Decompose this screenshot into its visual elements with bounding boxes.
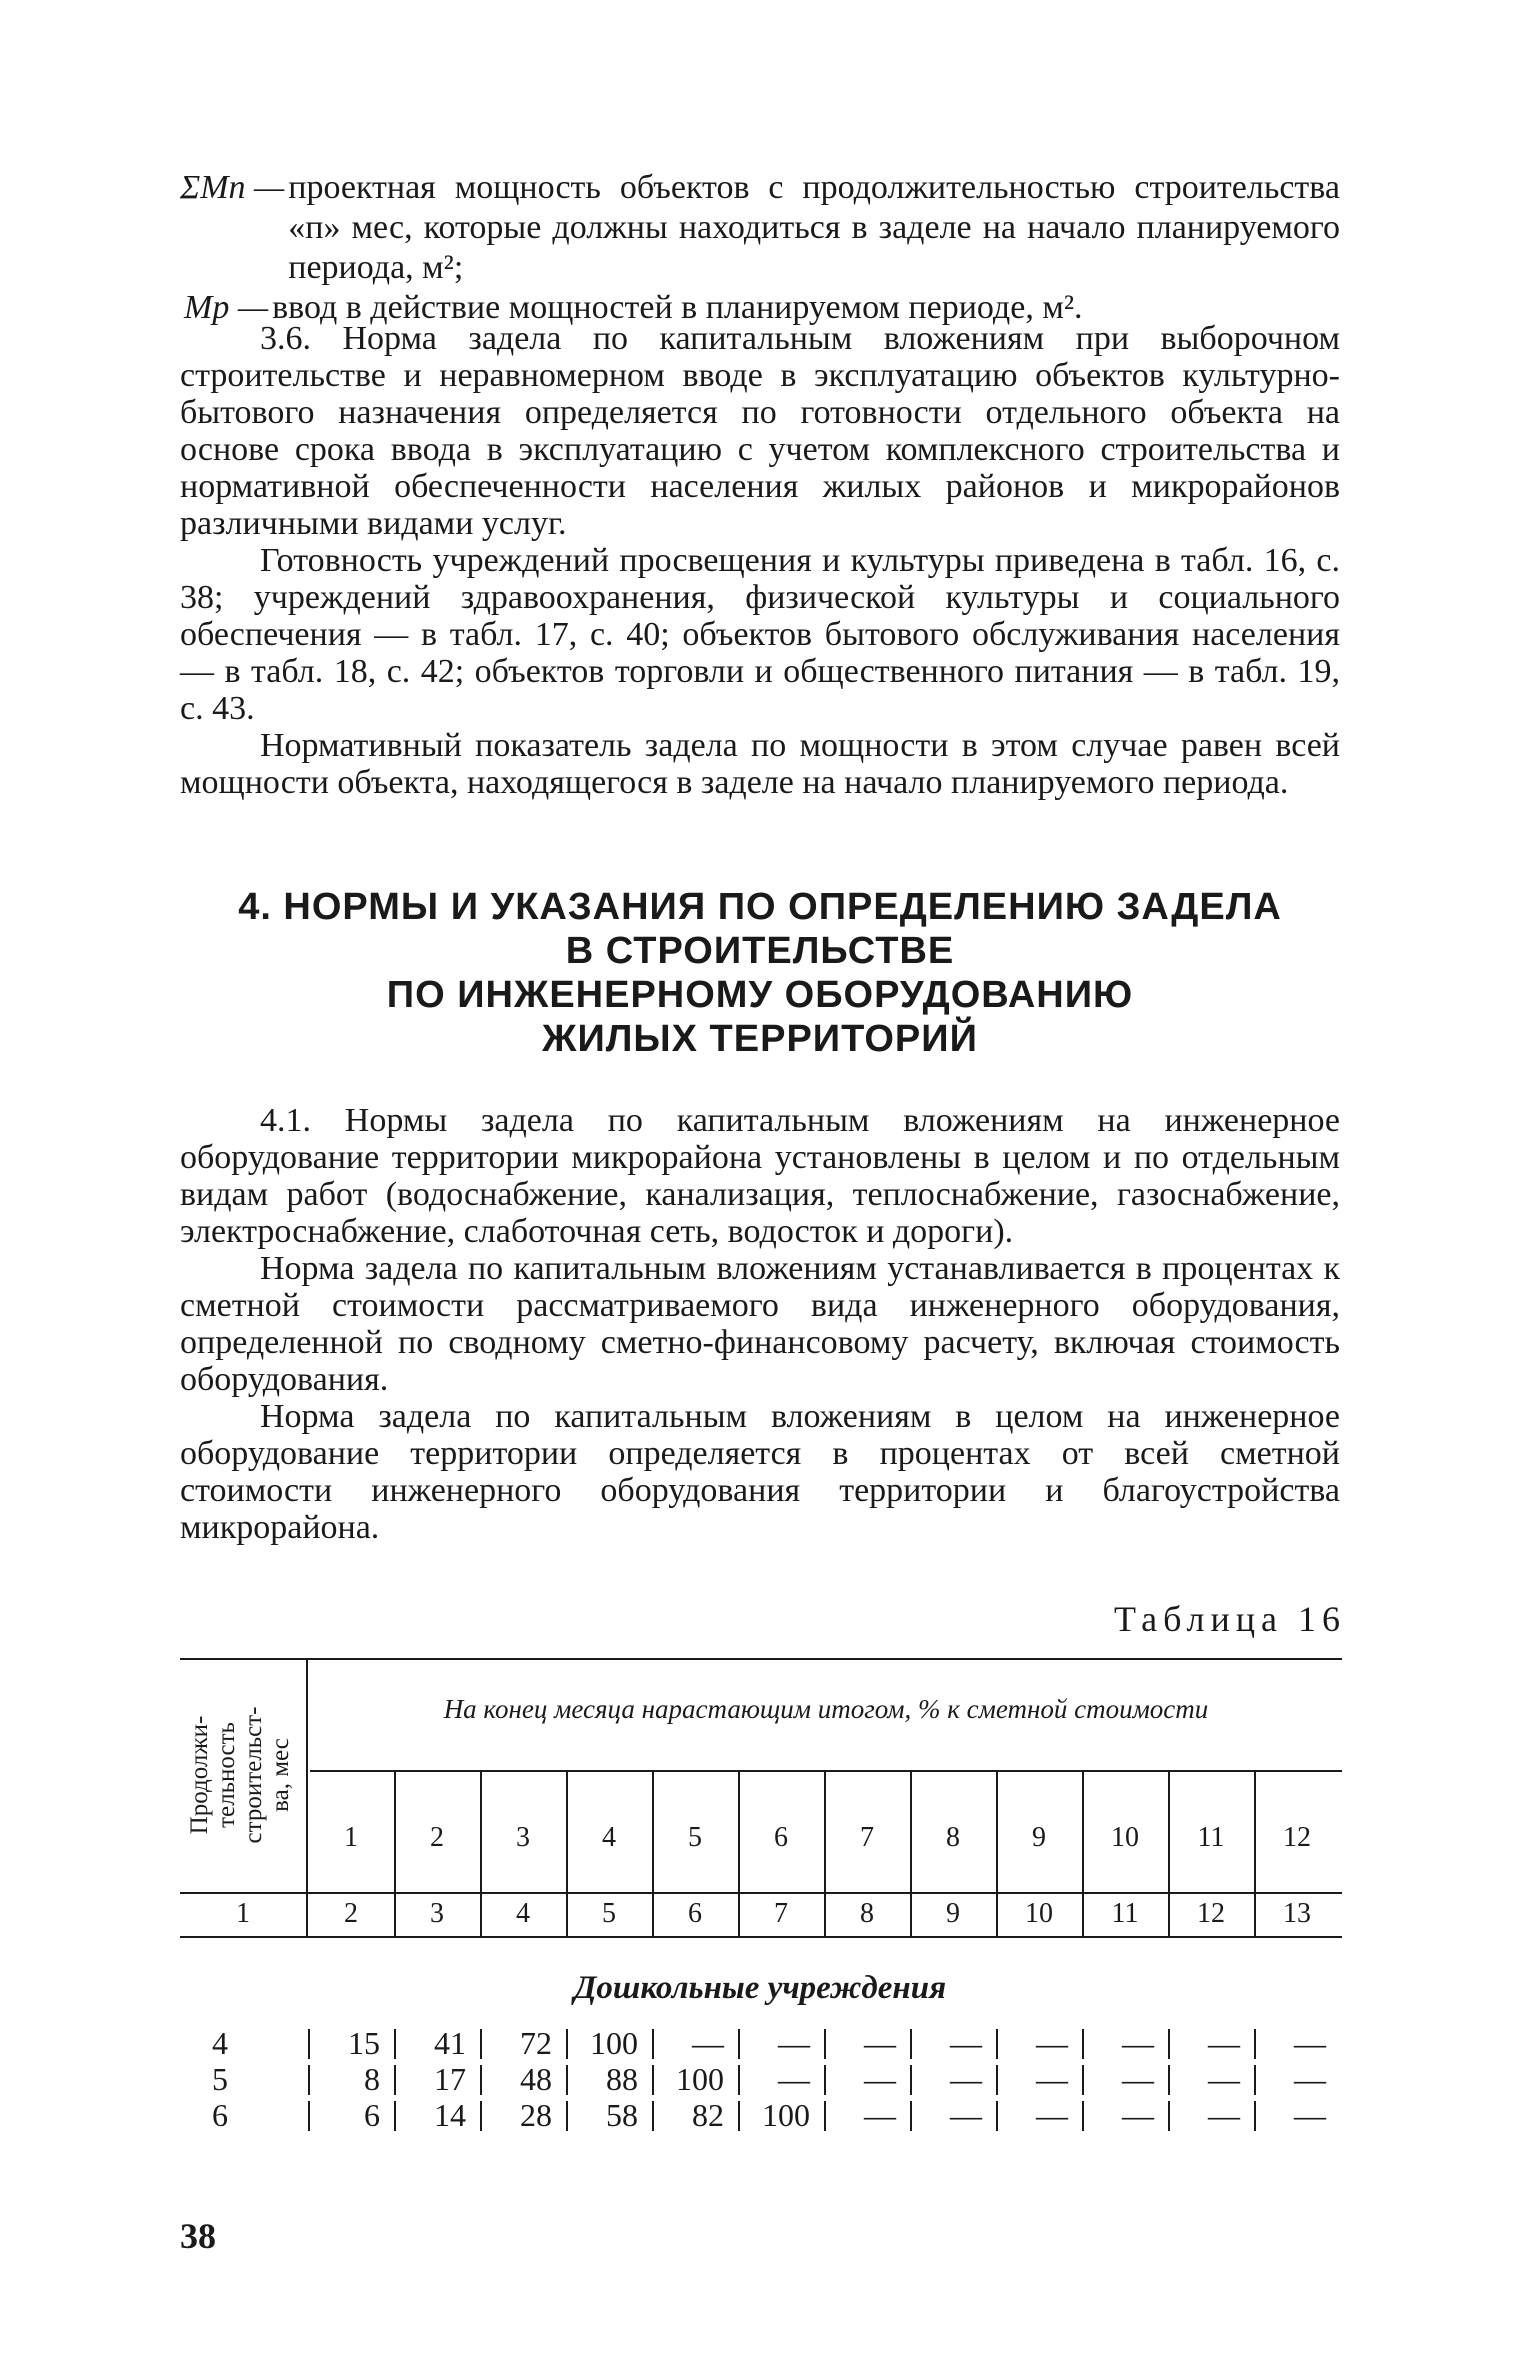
group-title: Дошкольные учреждения	[573, 1970, 947, 2006]
value-cell: —	[864, 2025, 896, 2061]
definition-symbol: ΣMп —	[180, 169, 285, 206]
cell-separator	[480, 2065, 482, 2095]
cell-separator	[1168, 2065, 1170, 2095]
value-cell: 48	[520, 2061, 552, 2097]
table-row	[180, 2097, 1342, 2133]
column-number-cell: 4	[516, 1898, 530, 1929]
cell-separator	[1254, 2101, 1256, 2131]
value-cell: —	[950, 2097, 982, 2133]
value-cell: —	[1208, 2097, 1240, 2133]
cell-separator	[308, 2101, 310, 2131]
value-cell: 41	[434, 2025, 466, 2061]
duration-cell: 4	[212, 2025, 228, 2061]
month-header-cell: 11	[1197, 1822, 1225, 1853]
paragraph: 3.6. Норма задела по капитальным вложениям при выборочном строительстве и неравномерном вводе в эксплуатацию объектов культурно-бытового назначения определяется по готовности отдельного объекта на основе срока ввода в эксплуатацию с учетом комплексного строительства и нормативной обеспеченности населения жилых районов и микрорайонов различными видами услуг.	[180, 320, 1340, 542]
table-vline	[1168, 1772, 1170, 1936]
column-number-cell: 6	[688, 1898, 702, 1929]
cell-separator	[996, 2101, 998, 2131]
definitions-block	[180, 168, 1340, 328]
duration-header-line: Продолжи-	[186, 1715, 213, 1835]
value-cell: —	[1208, 2025, 1240, 2061]
duration-cell: 5	[212, 2061, 228, 2097]
cell-separator	[566, 2029, 568, 2059]
table-top-rule	[180, 1658, 1342, 1660]
duration-header-line: ва, мес	[267, 1738, 294, 1812]
cell-separator	[1082, 2101, 1084, 2131]
cell-separator	[1082, 2029, 1084, 2059]
month-header-cell: 2	[430, 1822, 444, 1853]
table-row	[180, 2061, 1342, 2097]
cell-separator	[394, 2101, 396, 2131]
value-cell: —	[1036, 2097, 1068, 2133]
column-number-cell: 2	[344, 1898, 358, 1929]
column-number-cell: 13	[1283, 1898, 1311, 1929]
month-header-cell: 7	[860, 1822, 874, 1853]
column-number-cell: 3	[430, 1898, 444, 1929]
value-cell: 100	[762, 2097, 810, 2133]
value-cell: 15	[348, 2025, 380, 2061]
month-header-cell: 6	[774, 1822, 788, 1853]
cell-separator	[910, 2065, 912, 2095]
value-cell: —	[778, 2061, 810, 2097]
cell-separator	[1254, 2029, 1256, 2059]
value-cell: —	[1294, 2061, 1326, 2097]
cell-separator	[824, 2101, 826, 2131]
value-cell: 100	[676, 2061, 724, 2097]
month-header-cell: 10	[1111, 1822, 1139, 1853]
paragraph: Готовность учреждений просвещения и культуры приведена в табл. 16, с. 38; учреждений здравоохранения, физической культуры и социального обеспечения — в табл. 17, с. 40; объектов бытового обслуживания населения — в табл. 18, с. 42; объектов торговли и общественного питания — в табл. 19, с. 43.	[180, 542, 1340, 727]
table-vline	[566, 1772, 568, 1936]
definition-row	[180, 168, 1340, 288]
cell-separator	[566, 2101, 568, 2131]
cell-separator	[652, 2029, 654, 2059]
table-vline	[394, 1772, 396, 1936]
cell-separator	[1082, 2065, 1084, 2095]
duration-cell: 6	[212, 2097, 228, 2133]
value-cell: 58	[606, 2097, 638, 2133]
value-cell: —	[1122, 2025, 1154, 2061]
table-vline	[996, 1772, 998, 1936]
month-header-cell: 1	[344, 1822, 358, 1853]
month-header-cell: 9	[1032, 1822, 1046, 1853]
value-cell: 6	[364, 2097, 380, 2133]
value-cell: 82	[692, 2097, 724, 2133]
cell-separator	[738, 2101, 740, 2131]
cell-separator	[996, 2029, 998, 2059]
cell-separator	[480, 2101, 482, 2131]
table-header	[180, 1658, 1342, 1938]
table-span-rule	[310, 1770, 1342, 1772]
value-cell: —	[1036, 2061, 1068, 2097]
value-cell: —	[1122, 2097, 1154, 2133]
definition-symbol: Mр —	[184, 289, 269, 326]
paragraph: 4.1. Нормы задела по капитальным вложениям на инженерное оборудование территории микрорайона установлены в целом и по отдельным видам работ (водоснабжение, канализация, теплоснабжение, газоснабжение, электроснабжение, слаботочная сеть, водосток и дороги).	[180, 1102, 1340, 1250]
column-number-cell: 11	[1111, 1898, 1139, 1929]
value-cell: 88	[606, 2061, 638, 2097]
section-title-line: 4. НОРМЫ И УКАЗАНИЯ ПО ОПРЕДЕЛЕНИЮ ЗАДЕЛА	[238, 886, 1282, 928]
value-cell: —	[1208, 2061, 1240, 2097]
cell-separator	[910, 2101, 912, 2131]
column-number-cell: 8	[860, 1898, 874, 1929]
table-vline	[1082, 1772, 1084, 1936]
table-vline	[306, 1658, 308, 1936]
value-cell: —	[692, 2025, 724, 2061]
table-vline	[652, 1772, 654, 1936]
table-bottom-rule	[180, 1936, 1342, 1938]
table-label: Таблица 16	[1114, 1599, 1346, 1639]
page-number: 38	[180, 2216, 216, 2256]
table-vline	[824, 1772, 826, 1936]
section-title-line: ЖИЛЫХ ТЕРРИТОРИЙ	[542, 1018, 978, 1060]
paragraph: Норма задела по капитальным вложениям в целом на инженерное оборудование территории определяется в процентах от всей сметной стоимости инженерного оборудования территории и благоустройства микрорайона.	[180, 1398, 1340, 1546]
paragraph: Нормативный показатель задела по мощности в этом случае равен всей мощности объекта, находящегося в заделе на начало планируемого периода.	[180, 727, 1340, 801]
duration-header-line: тельность	[213, 1722, 240, 1828]
table-row	[180, 2025, 1342, 2061]
value-cell: —	[950, 2025, 982, 2061]
table-vline	[480, 1772, 482, 1936]
cell-separator	[824, 2029, 826, 2059]
value-cell: —	[1036, 2025, 1068, 2061]
cell-separator	[652, 2065, 654, 2095]
duration-header-line: строительст-	[240, 1706, 267, 1844]
definition-text: проектная мощность объектов с продолжительностью строительства «п» мес, которые должны находиться в заделе на начало планируемого периода, м²;	[288, 169, 1340, 286]
month-header-cell: 4	[602, 1822, 616, 1853]
table-vline	[910, 1772, 912, 1936]
column-number-cell: 7	[774, 1898, 788, 1929]
cell-separator	[738, 2065, 740, 2095]
column-number-cell: 12	[1197, 1898, 1225, 1929]
cell-separator	[910, 2029, 912, 2059]
body-text-section	[180, 1102, 1340, 1546]
value-cell: 100	[590, 2025, 638, 2061]
cell-separator	[394, 2065, 396, 2095]
value-cell: —	[1122, 2061, 1154, 2097]
column-number-cell: 9	[946, 1898, 960, 1929]
table-span-header: На конец месяца нарастающим итогом, % к сметной стоимости	[443, 1694, 1209, 1724]
cell-separator	[1168, 2029, 1170, 2059]
value-cell: —	[778, 2025, 810, 2061]
month-header-cell: 8	[946, 1822, 960, 1853]
value-cell: 17	[434, 2061, 466, 2097]
section-title	[180, 885, 1340, 1061]
value-cell: 72	[520, 2025, 552, 2061]
column-number-cell: 1	[236, 1898, 250, 1929]
value-cell: —	[864, 2097, 896, 2133]
column-number-cell: 10	[1025, 1898, 1053, 1929]
definition-text: ввод в действие мощностей в планируемом периоде, м².	[272, 289, 1083, 326]
value-cell: 28	[520, 2097, 552, 2133]
value-cell: 14	[434, 2097, 466, 2133]
cell-separator	[566, 2065, 568, 2095]
cell-separator	[996, 2065, 998, 2095]
month-header-cell: 12	[1283, 1822, 1311, 1853]
cell-separator	[308, 2065, 310, 2095]
cell-separator	[1168, 2101, 1170, 2131]
cell-separator	[824, 2065, 826, 2095]
value-cell: —	[950, 2061, 982, 2097]
cell-separator	[308, 2029, 310, 2059]
table-vline	[738, 1772, 740, 1936]
month-header-cell: 5	[688, 1822, 702, 1853]
section-title-line: В СТРОИТЕЛЬСТВЕ	[565, 930, 955, 972]
cell-separator	[394, 2029, 396, 2059]
section-title-line: ПО ИНЖЕНЕРНОМУ ОБОРУДОВАНИЮ	[386, 974, 1134, 1016]
cell-separator	[738, 2029, 740, 2059]
paragraph: Норма задела по капитальным вложениям устанавливается в процентах к сметной стоимости рассматриваемого вида инженерного оборудования, определенной по сводному сметно-финансовому расчету, включая стоимость оборудования.	[180, 1250, 1340, 1398]
duration-header	[180, 1670, 300, 1880]
cell-separator	[1254, 2065, 1256, 2095]
table-vline	[1254, 1772, 1256, 1936]
cell-separator	[652, 2101, 654, 2131]
value-cell: —	[864, 2061, 896, 2097]
column-number-cell: 5	[602, 1898, 616, 1929]
month-header-cell: 3	[516, 1822, 530, 1853]
cell-separator	[480, 2029, 482, 2059]
value-cell: —	[1294, 2097, 1326, 2133]
value-cell: —	[1294, 2025, 1326, 2061]
body-text-top	[180, 320, 1340, 801]
value-cell: 8	[364, 2061, 380, 2097]
